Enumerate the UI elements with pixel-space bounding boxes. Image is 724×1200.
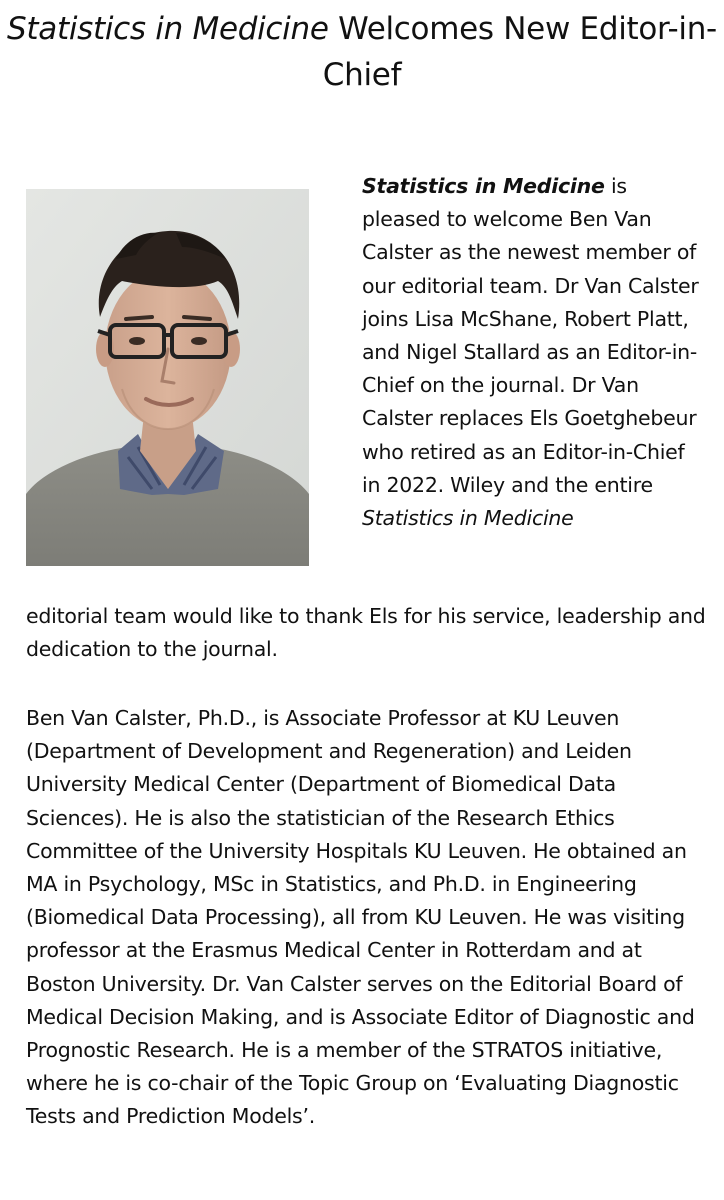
intro-text-part2: editorial team would like to thank Els for his service, leadership and dedication to the journal.	[26, 604, 706, 662]
intro-journal-name: Statistics in Medicine	[362, 174, 605, 198]
article-title	[0, 6, 724, 98]
intro-paragraph-wrapped	[362, 170, 707, 535]
title-rest: Welcomes New Editor-in-Chief	[322, 11, 717, 93]
intro-text-part1: is pleased to welcome Ben Van Calster as the newest member of our editorial team. Dr Van Calster joins Lisa McShane, Robert Platt, and Nigel Stallard as an Editor-in-Chief on the journal. Dr Van Calster replaces Els Goetghebeur who retired as an Editor-in-Chief in 2022. Wiley and the entire	[362, 174, 699, 497]
bio-paragraph: Ben Van Calster, Ph.D., is Associate Professor at KU Leuven (Department of Development and Regeneration) and Leiden University Medical Center (Department of Biomedical Data Sciences). He is also the statistician of the Research Ethics Committee of the University Hospitals KU Leuven. He obtained an MA in Psychology, MSc in Statistics, and Ph.D. in Engineering (Biomedical Data Processing), all from KU Leuven. He was visiting professor at the Erasmus Medical Center in Rotterdam and at Boston University. Dr. Van Calster serves on the Editorial Board of Medical Decision Making, and is Associate Editor of Diagnostic and Prognostic Research. He is a member of the STRATOS initiative, where he is co-chair of the Topic Group on ‘Evaluating Diagnostic Tests and Prediction Models’.	[26, 706, 695, 1129]
editor-photo	[26, 189, 309, 566]
intro-journal-name-italic: Statistics in Medicine	[362, 506, 574, 531]
title-journal-name: Statistics in Medicine	[7, 11, 329, 47]
bio-section	[26, 702, 716, 1134]
intro-paragraph-continued	[26, 600, 716, 666]
